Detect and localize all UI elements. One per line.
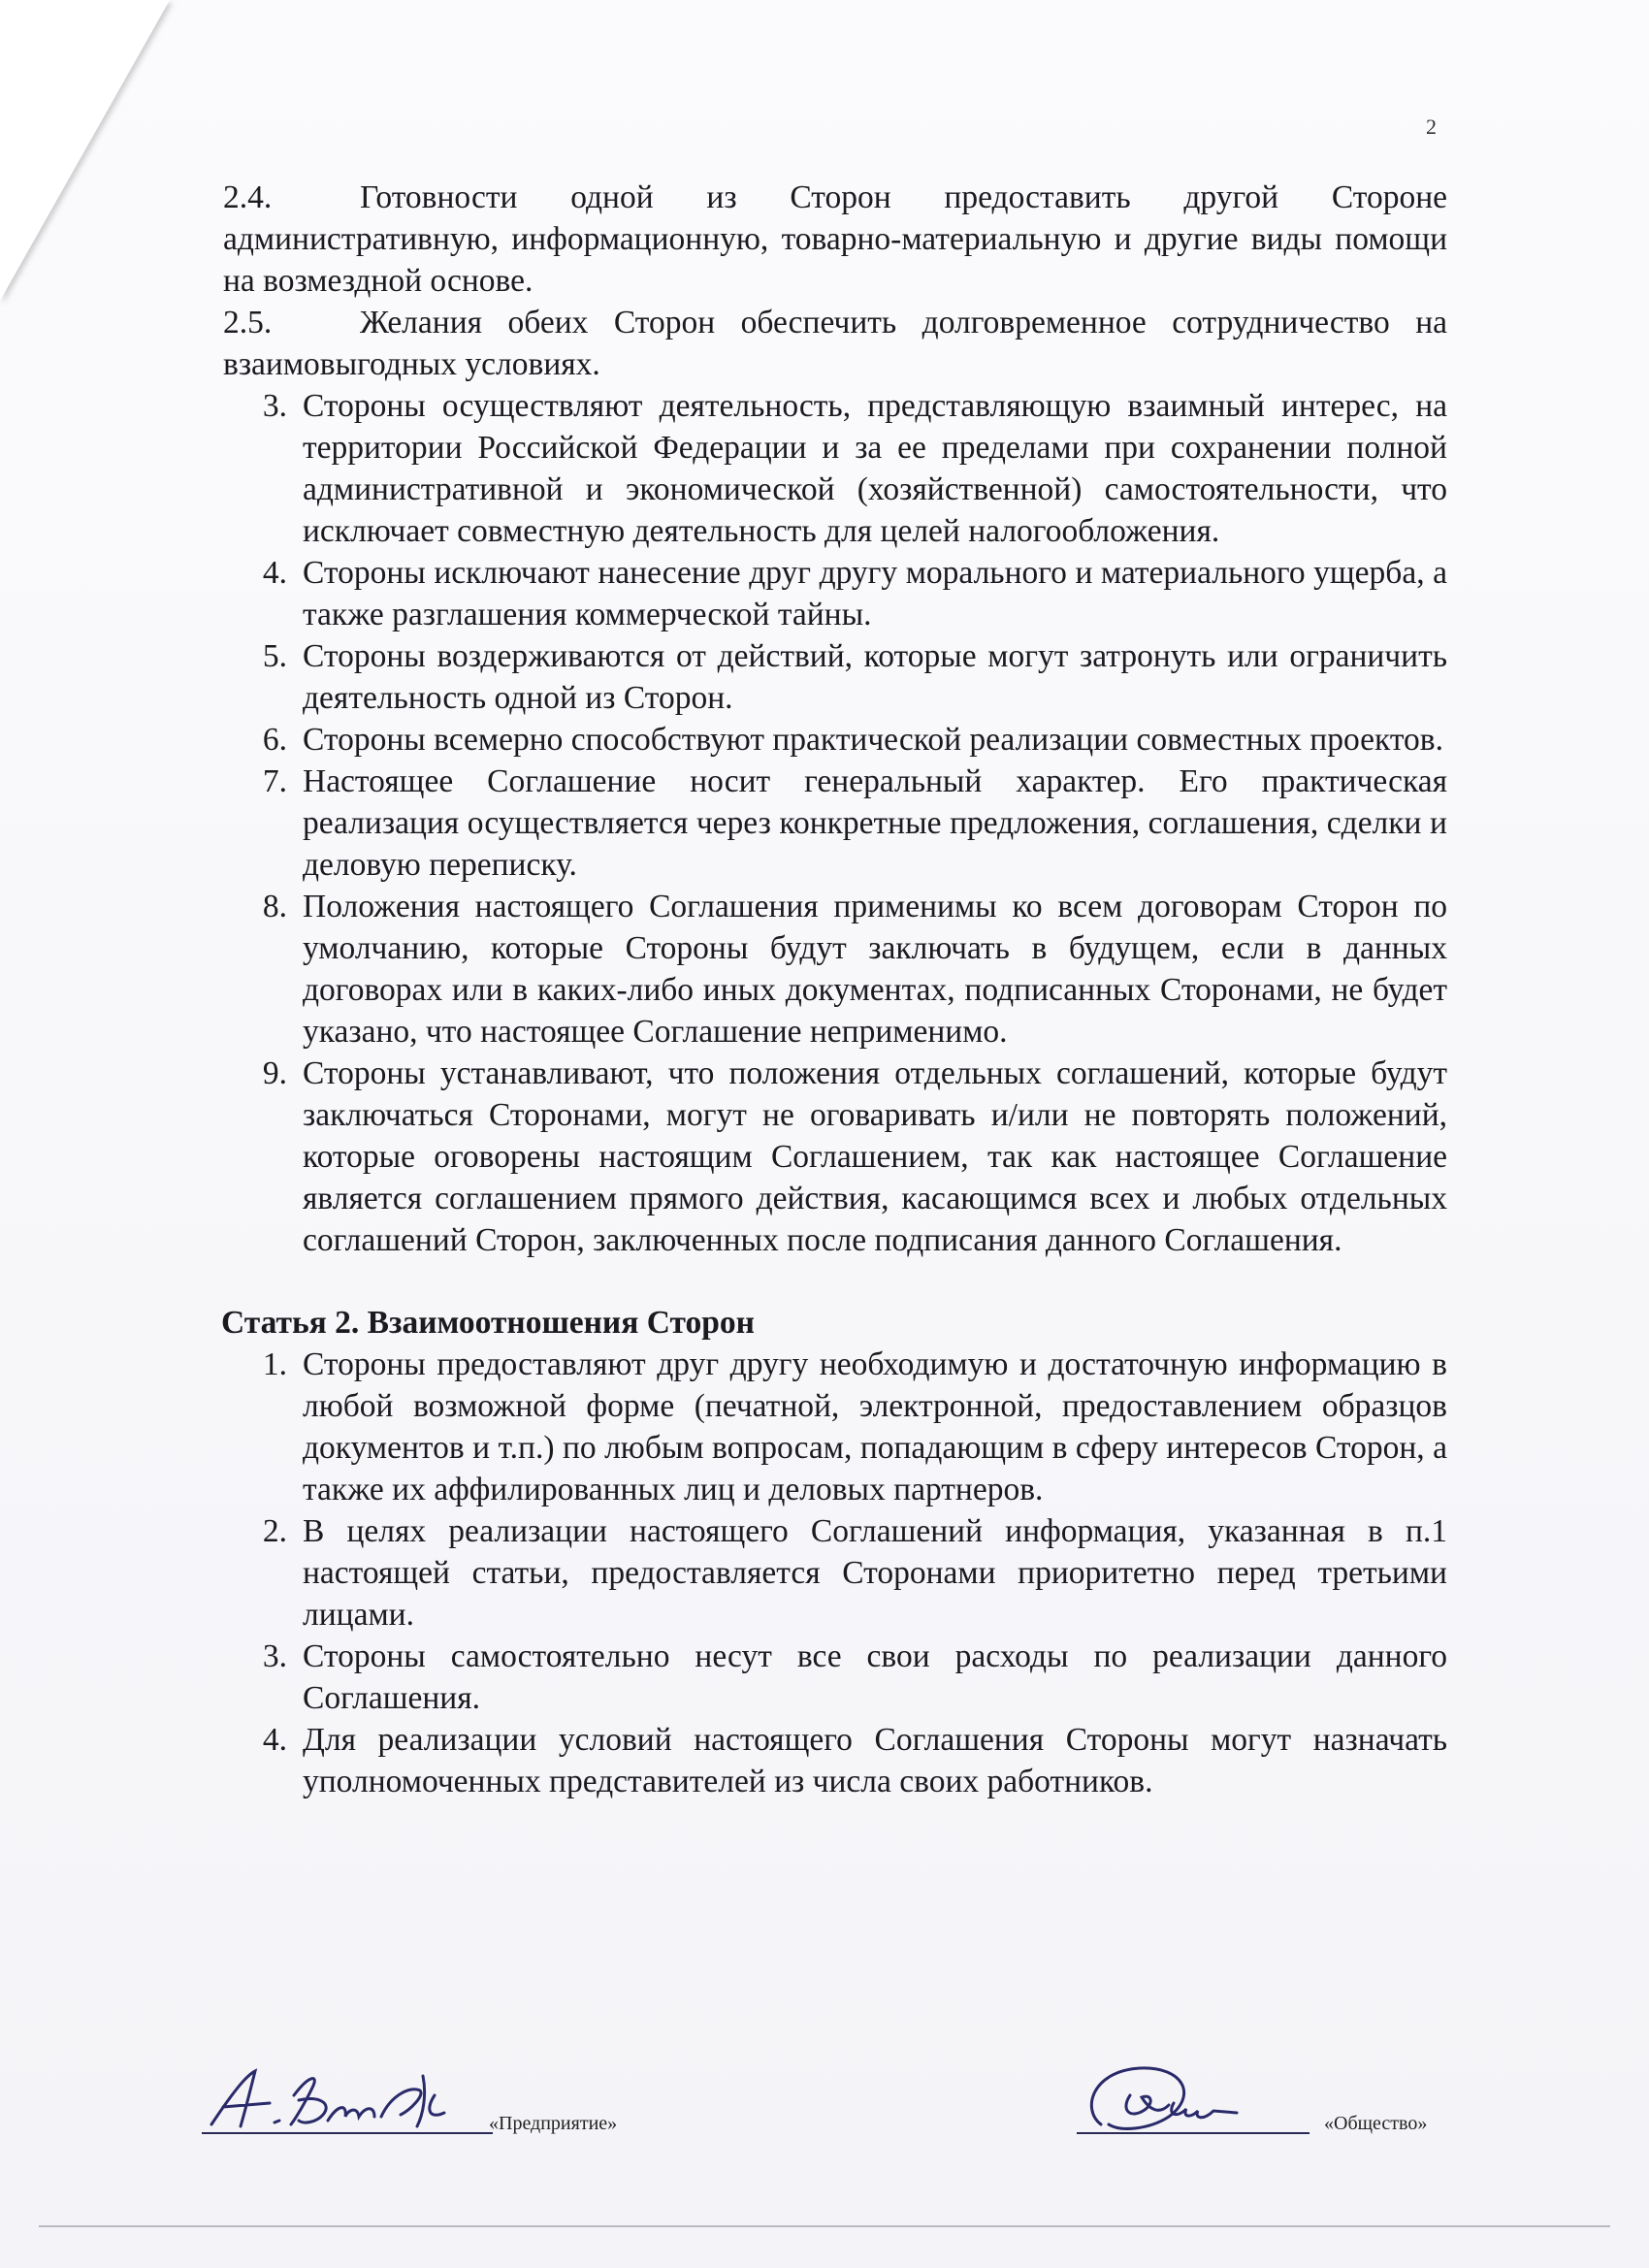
item-text: Настоящее Соглашение носит генеральный характер. Его практическая реализация осуществляется через конкретные предложения, соглашения, сделки и деловую переписку.	[303, 763, 1447, 883]
item-text: Стороны осуществляют деятельность, представляющую взаимный интерес, на территории Российской Федерации и за ее пределами при сохранении полной административной и экономической (хозяйственной) самостоятельности, что исключает совместную деятельность для целей налогообложения.	[303, 388, 1447, 549]
item-number: 7.	[262, 763, 287, 799]
item-number: 3.	[262, 388, 287, 424]
item-number: 3.	[262, 1638, 287, 1674]
signature-line	[1077, 2132, 1310, 2134]
document-body	[223, 177, 1447, 1802]
handwritten-signature-right	[1062, 2057, 1314, 2149]
page-bottom-edge	[39, 2225, 1610, 2227]
signature-company	[1062, 2057, 1470, 2154]
item-text: Положения настоящего Соглашения применимы ко всем договорам Сторон по умолчанию, которые Стороны будут заключать в будущем, если в данных договорах или в каких-либо иных документах, подписанных Сторонами, не будет указано, что настоящее Соглашение неприменимо.	[303, 889, 1447, 1050]
item-text: Стороны устанавливают, что положения отдельных соглашений, которые будут заключаться Сторонами, могут не оговаривать и/или не повторять положений, которые оговорены настоящим Соглашением, так как настоящее Соглашение является соглашением прямого действия, касающимся всех и любых отдельных соглашений Сторон, заключенных после подписания данного Соглашения.	[303, 1055, 1447, 1258]
item-text: Стороны предоставляют друг другу необходимую и достаточную информацию в любой возможной форме (печатной, электронной, предоставлением образцов документов и т.п.) по любым вопросам, попадающим в сферу интересов Сторон, а также их аффилированных лиц и деловых партнеров.	[303, 1346, 1447, 1507]
list-item	[223, 635, 1447, 719]
signature-enterprise	[202, 2057, 706, 2154]
item-number: 4.	[262, 555, 287, 591]
list-item	[223, 1344, 1447, 1510]
signature-line	[202, 2132, 493, 2134]
item-number: 8.	[262, 889, 287, 924]
list-item	[223, 719, 1447, 761]
list-item	[223, 385, 1447, 552]
list-item	[223, 1719, 1447, 1802]
list-item	[223, 302, 1447, 385]
item-number: 2.4.	[223, 179, 273, 215]
item-number: 5.	[262, 638, 287, 674]
item-number: 4.	[262, 1722, 287, 1758]
item-number: 2.5.	[223, 305, 273, 340]
folded-corner	[0, 0, 170, 301]
item-number: 6.	[262, 722, 287, 758]
list-item	[223, 886, 1447, 1053]
list-item	[223, 761, 1447, 886]
item-text: Стороны исключают нанесение друг другу морального и материального ущерба, а также разглашения коммерческой тайны.	[303, 555, 1447, 632]
list-item	[223, 1510, 1447, 1636]
item-number: 2.	[262, 1513, 287, 1549]
list-item	[223, 1636, 1447, 1719]
item-text: Стороны всемерно способствуют практической реализации совместных проектов.	[303, 722, 1443, 758]
signature-label-left: «Предприятие»	[489, 2113, 618, 2134]
page-number: 2	[1426, 114, 1437, 139]
item-number: 1.	[262, 1346, 287, 1382]
article-heading: Статья 2. Взаимоотношения Сторон	[221, 1305, 755, 1341]
item-text: Стороны самостоятельно несут все свои расходы по реализации данного Соглашения.	[303, 1638, 1447, 1716]
item-number: 9.	[262, 1055, 287, 1091]
item-text: В целях реализации настоящего Соглашений информация, указанная в п.1 настоящей статьи, предоставляется Сторонами приоритетно перед третьими лицами.	[303, 1513, 1447, 1633]
handwritten-signature-left	[202, 2057, 493, 2149]
list-item	[223, 1053, 1447, 1261]
list-item	[223, 552, 1447, 635]
list-item	[223, 177, 1447, 302]
item-text: Стороны воздерживаются от действий, которые могут затронуть или ограничить деятельность одной из Сторон.	[303, 638, 1447, 716]
item-text: Готовности одной из Сторон предоставить другой Стороне административную, информационную, товарно-материальную и другие виды помощи на возмездной основе.	[223, 179, 1447, 299]
signature-label-right: «Общество»	[1324, 2113, 1428, 2134]
item-text: Желания обеих Сторон обеспечить долговременное сотрудничество на взаимовыгодных условиях.	[223, 305, 1447, 382]
item-text: Для реализации условий настоящего Соглашения Стороны могут назначать уполномоченных представителей из числа своих работников.	[303, 1722, 1447, 1799]
